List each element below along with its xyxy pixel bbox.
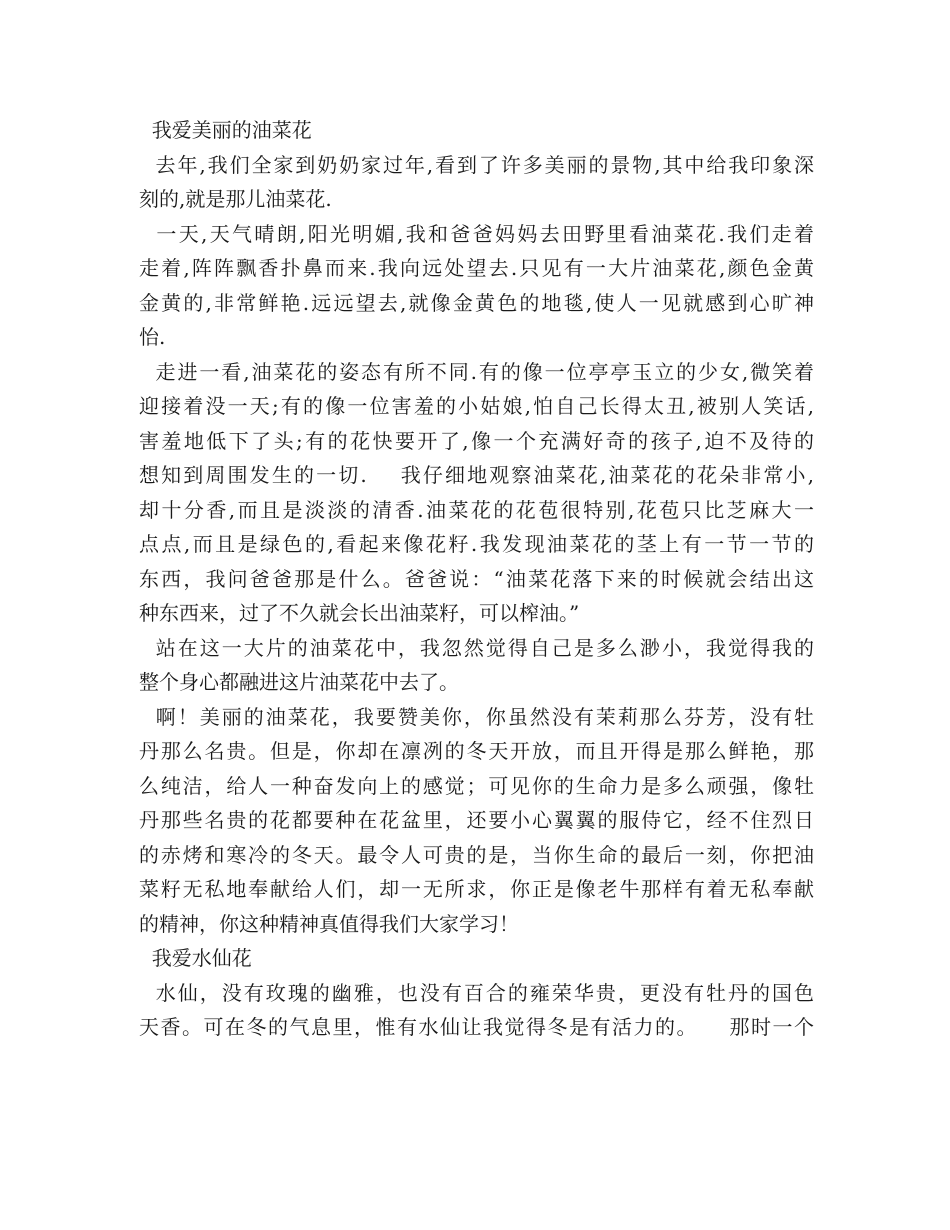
text-line: 怡. (139, 325, 166, 349)
text-line: 丹那些名贵的花都要种在花盆里，还要小心翼翼的服侍它，经不住烈日 (139, 808, 814, 832)
text-line: 害羞地低下了头;有的花快要开了,像一个充满好奇的孩子,迫不及待的 (139, 428, 814, 453)
text-line: 刻的,就是那儿油菜花. (139, 187, 332, 211)
article-heading: 我爱美丽的油菜花 (139, 118, 312, 142)
text-line: 点点,而且是绿色的,看起来像花籽.我发现油菜花的茎上有一节一节的 (139, 532, 814, 556)
text-line: 走进一看,油菜花的姿态有所不同.有的像一位亭亭玉立的少女,微笑着 (139, 359, 814, 384)
text-line: 的赤烤和寒冷的冬天。最令人可贵的是，当你生命的最后一刻，你把油 (139, 842, 814, 867)
text-line: 种东西来，过了不久就会长出油菜籽，可以榨油。” (139, 601, 580, 625)
text-line: 的精神，你这种精神真值得我们大家学习！ (139, 911, 519, 936)
text-line: 去年,我们全家到奶奶家过年,看到了许多美丽的景物,其中给我印象深 (139, 152, 814, 177)
article-heading: 我爱水仙花 (139, 946, 252, 970)
text-line: 啊！美丽的油菜花，我要赞美你，你虽然没有茉莉那么芬芳，没有牡 (139, 704, 814, 729)
text-line: 天香。可在冬的气息里，惟有水仙让我觉得冬是有活力的。 那时一个 (139, 1015, 814, 1039)
text-line: 走着,阵阵飘香扑鼻而来.我向远处望去.只见有一大片油菜花,颜色金黄 (139, 256, 814, 280)
text-line: 迎接着没一天;有的像一位害羞的小姑娘,怕自己长得太丑,被别人笑话, (139, 394, 814, 418)
text-line: 想知到周围发生的一切. 我仔细地观察油菜花,油菜花的花朵非常小, (139, 463, 814, 487)
text-line: 东西，我问爸爸那是什么。爸爸说：“油菜花落下来的时候就会结出这 (139, 566, 814, 591)
text-line: 一天,天气晴朗,阳光明媚,我和爸爸妈妈去田野里看油菜花.我们走着 (139, 221, 814, 246)
text-line: 金黄的,非常鲜艳.远远望去,就像金黄色的地毯,使人一见就感到心旷神 (139, 290, 814, 315)
article-body (139, 113, 814, 1045)
text-line: 菜籽无私地奉献给人们，却一无所求，你正是像老牛那样有着无私奉献 (139, 877, 814, 901)
text-line: 却十分香,而且是淡淡的清香.油菜花的花苞很特别,花苞只比芝麻大一 (139, 497, 814, 522)
text-line: 水仙，没有玫瑰的幽雅，也没有百合的雍荣华贵，更没有牡丹的国色 (139, 980, 814, 1005)
text-line: 整个身心都融进这片油菜花中去了。 (139, 670, 459, 694)
text-line: 丹那么名贵。但是，你却在凛冽的冬天开放，而且开得是那么鲜艳，那 (139, 739, 814, 763)
text-line: 么纯洁，给人一种奋发向上的感觉；可见你的生命力是多么顽强，像牡 (139, 773, 814, 798)
text-line: 站在这一大片的油菜花中，我忽然觉得自己是多么渺小，我觉得我的 (139, 635, 814, 660)
